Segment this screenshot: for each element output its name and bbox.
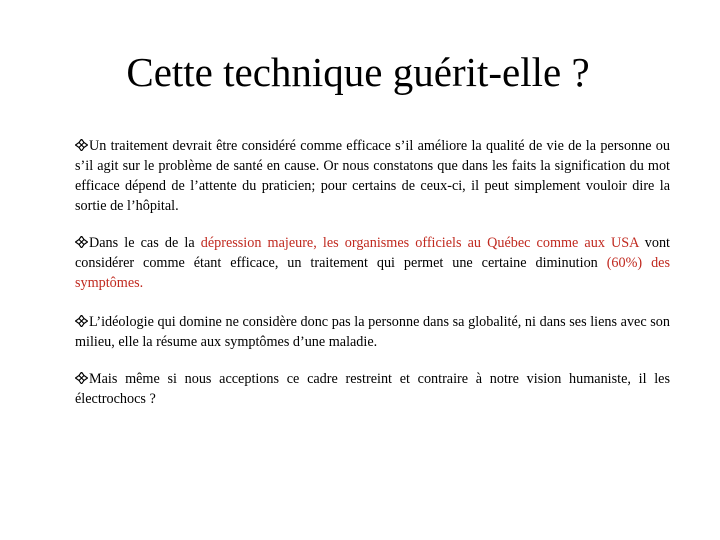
- slide-title-text: Cette technique guérit-elle ?: [126, 49, 590, 95]
- bullet-2-highlight-2: (60%) des symptômes.: [75, 255, 670, 291]
- bullet-2-text-part2: vont considérer comme étant efficace, un traitement qui permet une certaine diminution: [75, 235, 670, 271]
- diamond-cluster-bullet-icon: [75, 315, 88, 327]
- bullet-1-text: Un traitement devrait être considéré comme efficace s’il améliore la qualité de vie de la personne ou s’il agit sur le problème de santé en cause. Or nous constatons que dans les faits la signification du mot efficace dépend de l’attente du praticien; pour certains de ceux-ci, il peut simplement vouloir dire la sortie de l’hôpital.: [75, 138, 670, 214]
- bullet-item-4: [75, 369, 670, 409]
- bullet-item-1: [75, 136, 670, 216]
- bullet-item-2: [75, 233, 670, 293]
- bullet-item-3: [75, 312, 670, 352]
- diamond-cluster-bullet-icon: [75, 236, 88, 248]
- bullet-2-highlight-1: dépression majeure, les organismes officiels au Québec comme aux USA: [200, 235, 639, 251]
- slide-title: [0, 48, 720, 96]
- diamond-cluster-bullet-icon: [75, 139, 88, 151]
- diamond-cluster-bullet-icon: [75, 372, 88, 384]
- bullet-4-text: Mais même si nous acceptions ce cadre restreint et contraire à notre vision humaniste, il les électrochocs ?: [75, 371, 670, 407]
- bullet-3-text: L’idéologie qui domine ne considère donc pas la personne dans sa globalité, ni dans ses liens avec son milieu, elle la résume aux symptômes d’une maladie.: [75, 314, 670, 350]
- bullet-2-text-part1: Dans le cas de la: [89, 235, 201, 251]
